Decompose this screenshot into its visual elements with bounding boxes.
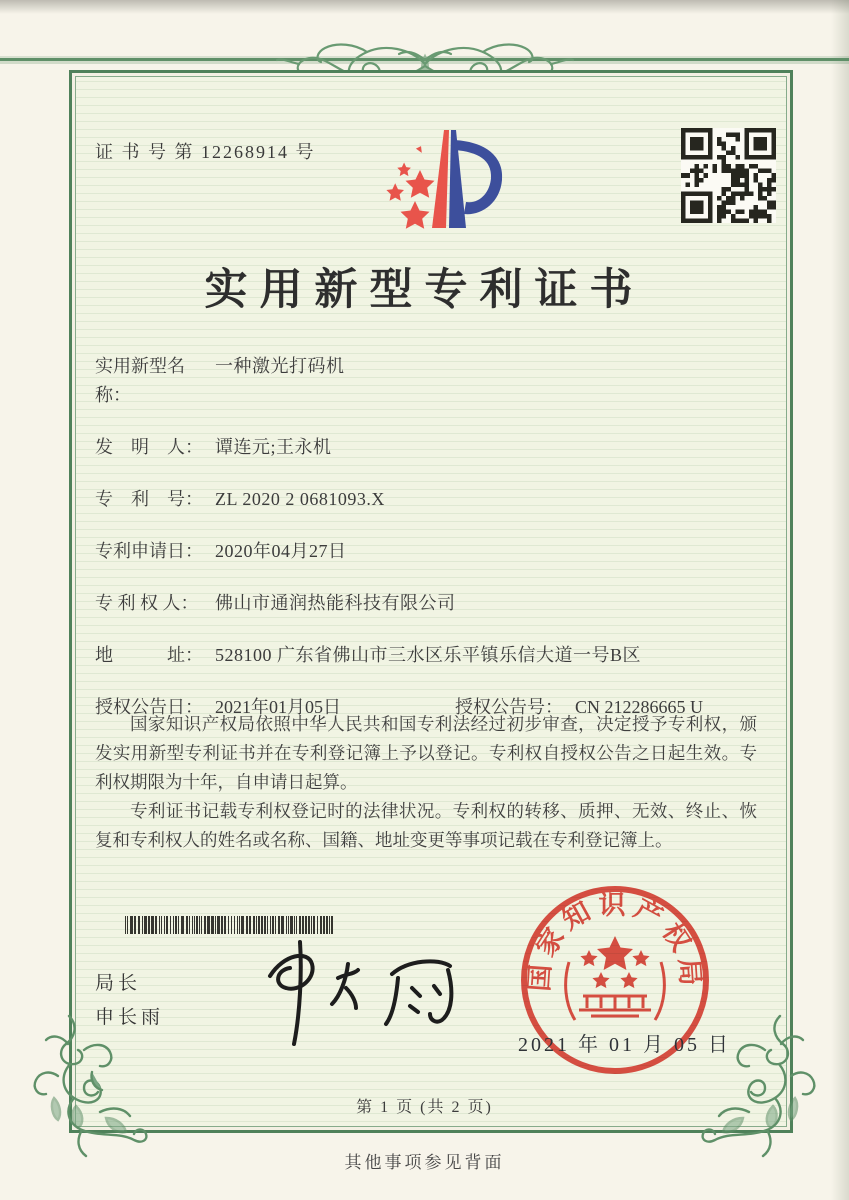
commissioner-title: 局长	[95, 973, 142, 994]
legal-text	[95, 710, 757, 855]
corner-flourish-bottom-right	[695, 1006, 825, 1161]
grant-number-value: CN 212286665 U	[575, 697, 704, 717]
legal-paragraph-2: 专利证书记载专利权登记时的法律状况。专利权的转移、质押、无效、终止、恢复和专利权人的姓名或名称、国籍、地址变更等事项记载在专利登记簿上。	[95, 801, 757, 850]
field-label: 专 利 权 人：	[95, 593, 199, 613]
field-row-address	[95, 641, 765, 670]
grant-date-label: 授权公告日：	[95, 697, 203, 717]
cnipa-logo-icon	[352, 116, 510, 244]
legal-paragraph-1: 国家知识产权局依照中华人民共和国专利法经过初步审查，决定授予专利权，颁发实用新型专利证书并在专利登记簿上予以登记。专利权自授权公告之日起生效。专利权期限为十年，自申请日起算。	[95, 714, 757, 792]
seal-date: 2021 年 01 月 05 日	[518, 1034, 731, 1056]
field-value: 谭连元;王永机	[215, 437, 332, 457]
field-label: 专利申请日：	[95, 541, 203, 561]
field-value: 528100 广东省佛山市三水区乐平镇乐信大道一号B区	[215, 645, 642, 665]
field-row-patentee	[95, 589, 765, 618]
certificate-number: 证 书 号 第 12268914 号	[95, 142, 316, 162]
seal-text: 国家知识产权局	[524, 890, 706, 993]
scan-edge-shadow-right	[831, 0, 849, 1200]
handwritten-signature-icon	[242, 936, 472, 1051]
grant-number-label: 授权公告号：	[455, 697, 563, 717]
back-note: 其他事项参见背面	[344, 1153, 505, 1172]
corner-flourish-bottom-left	[24, 1006, 154, 1161]
certificate-title: 实用新型专利证书	[204, 267, 645, 314]
certificate-fields	[95, 352, 765, 722]
field-label: 地 址：	[95, 645, 203, 665]
barcode-icon	[125, 916, 337, 934]
field-value: ZL 2020 2 0681093.X	[215, 489, 385, 509]
field-row-inventor	[95, 433, 765, 462]
field-row-patent-number	[95, 485, 765, 514]
page-number: 第 1 页 (共 2 页)	[356, 1099, 493, 1116]
field-value: 2020年04月27日	[215, 541, 347, 561]
field-row-filing-date	[95, 537, 765, 566]
grant-date-value: 2021年01月05日	[215, 697, 341, 717]
field-value: 一种激光打码机	[215, 356, 345, 376]
field-value: 佛山市通润热能科技有限公司	[215, 593, 456, 613]
field-row-name	[95, 352, 765, 410]
scan-edge-shadow-top	[0, 0, 849, 14]
field-label: 发 明 人：	[95, 437, 203, 457]
commissioner-name: 申长雨	[95, 1007, 165, 1028]
field-label: 实用新型名称：	[95, 356, 185, 405]
qr-code-icon	[681, 128, 776, 223]
field-label: 专 利 号：	[95, 489, 203, 509]
